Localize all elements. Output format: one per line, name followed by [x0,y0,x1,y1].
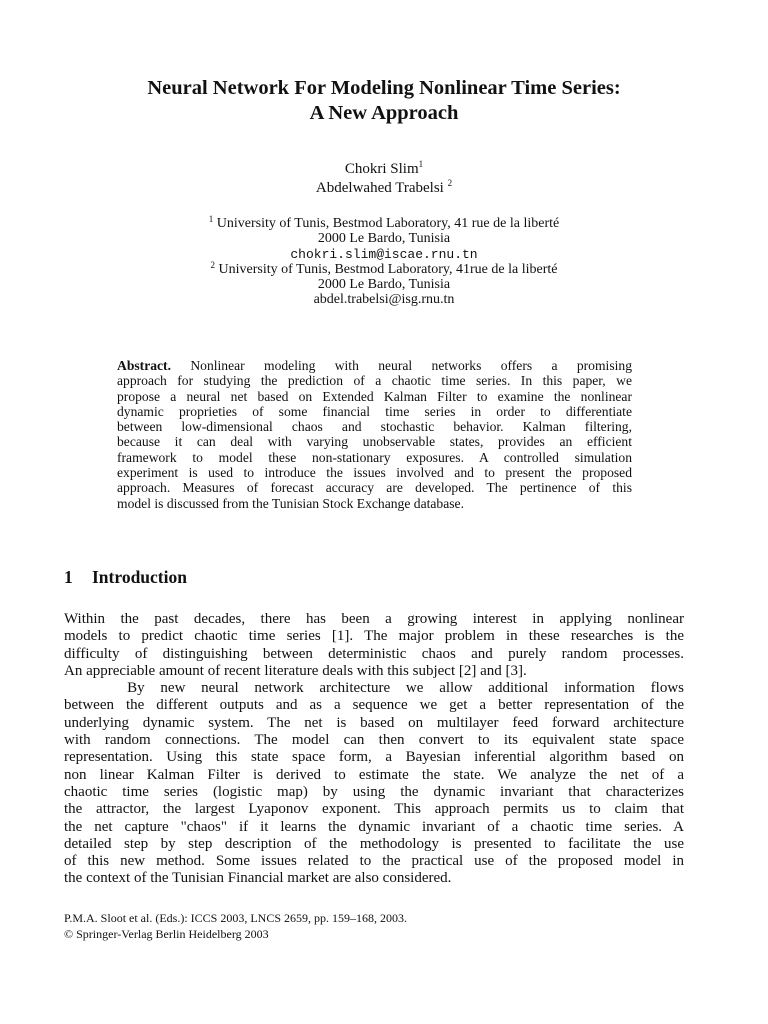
affil-text: University of Tunis, Bestmod Laboratory, 41rue de la liberté [215,261,558,277]
author-name: Abdelwahed Trabelsi [315,180,448,196]
page-footer [64,910,407,942]
body-line: the attractor, the largest Lyaponov exponent. This approach permits us to claim that [64,801,684,818]
affiliations [100,216,668,308]
abstract-line: approach for studying the prediction of a chaotic time series. In this paper, we [117,373,632,389]
abstract-line: between low-dimensional chaos and stochastic behavior. Kalman filtering, [117,419,632,435]
affil-mark: 1 [208,214,214,224]
abstract-line: because it can deal with varying unobservable states, provides an efficient [117,434,632,450]
copyright-line: © Springer-Verlag Berlin Heidelberg 2003 [64,927,269,941]
title-line-1: Neural Network For Modeling Nonlinear Time Series: [147,77,621,99]
abstract-line: framework to model these non-stationary exposures. A controlled simulation [117,449,632,465]
abstract-label: Abstract. [117,358,171,373]
body-line: representation. Using this state space form, a Bayesian inferential algorithm based on [64,749,684,766]
abstract-line: experiment is used to introduce the issues involved and to present the proposed [117,465,632,481]
section-title: Introduction [92,567,187,587]
abstract [117,358,632,511]
abstract-line: model is discussed from the Tunisian Stock Exchange database. [117,495,464,511]
body-line: with random connections. The model can then convert to its equivalent state space [64,732,684,749]
body-line: non linear Kalman Filter is derived to estimate the state. We analyze the net of a [64,766,684,783]
author-list [100,160,668,198]
body-line: models to predict chaotic time series [1]. The major problem in these researches is the [64,628,684,645]
affiliation-1-line-1 [100,216,668,231]
author-1 [100,160,668,179]
abstract-line: propose a neural net based on Extended Kalman Filter to examine the nonlinear [117,388,632,404]
section-number: 1 [64,567,73,587]
title-line-2: A New Approach [309,102,459,124]
body-line: By new neural network architecture we allow additional information flows [64,680,684,697]
body-line: Within the past decades, there has been a growing interest in applying nonlinear [64,611,684,627]
affiliation-1-line-2: 2000 Le Bardo, Tunisia [317,231,451,247]
body-line: chaotic time series (logistic map) by using the dynamic invariant that characterizes [64,783,684,800]
affiliation-2-line-2: 2000 Le Bardo, Tunisia [317,277,451,293]
body-line: An appreciable amount of recent literature deals with this subject [2] and [3]. [64,662,527,679]
body-line: underlying dynamic system. The net is based on multilayer feed forward architecture [64,714,684,731]
affiliation-1-email: chokri.slim@iscae.rnu.tn [290,246,478,262]
affil-mark: 2 [210,259,216,270]
introduction-body [64,611,684,888]
affiliation-2-line-1 [100,259,668,277]
abstract-line: dynamic proprieties of some financial time series in order to differentiate [117,403,632,419]
body-line: the net capture "chaos" if it learns the dynamic invariant of a chaotic time series. A [64,818,684,835]
abstract-line [117,358,632,373]
author-name: Chokri Slim [344,161,419,177]
body-line: detailed step by step description of the methodology is presented to facilitate the use [64,835,684,852]
body-line: difficulty of distinguishing between deterministic chaos and purely random processes. [64,645,684,662]
citation-line: P.M.A. Sloot et al. (Eds.): ICCS 2003, LNCS 2659, pp. 159–168, 2003. [64,911,408,925]
affiliation-2-email: abdel.trabelsi@isg.rnu.tn [313,292,455,308]
body-line: the context of the Tunisian Financial market are also considered. [64,870,452,887]
author-affil-mark: 1 [418,159,424,169]
body-line: between the different outputs and as a sequence we get a better representation of the [64,697,684,714]
paper-title [40,76,728,126]
abstract-text: Nonlinear modeling with neural networks offers a promising [170,358,632,373]
author-2 [100,179,668,198]
abstract-line: approach. Measures of forecast accuracy are developed. The pertinence of this [117,480,632,496]
author-affil-mark: 2 [447,178,453,188]
section-heading [64,566,187,588]
body-line: of this new method. Some issues related to the practical use of the proposed model in [64,853,684,870]
affil-text: University of Tunis, Bestmod Laboratory, 41 rue de la liberté [213,216,560,231]
